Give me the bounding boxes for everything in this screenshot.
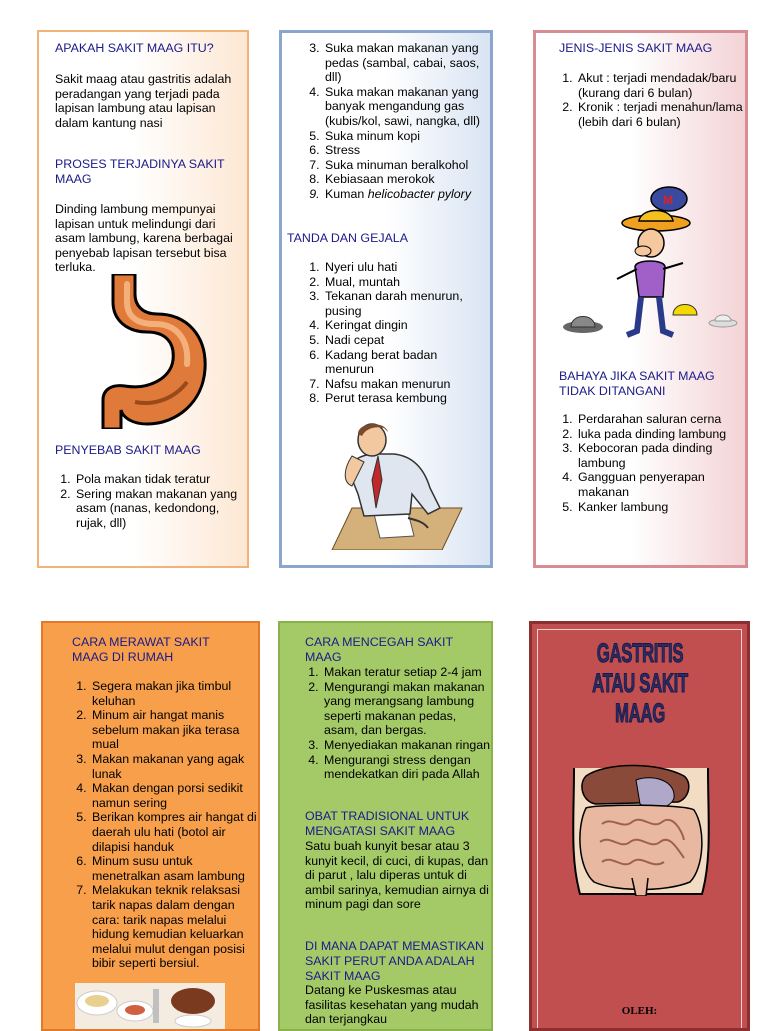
list-item: 4. Suka makan makanan yang banyak mengandung gas (kubis/kol, sawi, nangka, dll): [323, 85, 486, 129]
heading-dangers: BAHAYA JIKA SAKIT MAAG TIDAK DITANGANI: [559, 369, 715, 398]
causes-list: [55, 472, 251, 530]
list-item: 4. Keringat dingin: [323, 318, 486, 333]
list-item: 7. Suka minuman beralkohol: [323, 158, 486, 173]
juggling-man-illustration: [561, 171, 746, 343]
list-item: 4. Mengurangi stress dengan mendekatkan diri pada Allah: [322, 753, 490, 782]
home-care-list: [53, 679, 257, 971]
list-item: 1. Nyeri ulu hati: [323, 260, 486, 275]
dangers-list: [539, 412, 743, 514]
heading-traditional-medicine: OBAT TRADISIONAL UNTUK MENGATASI SAKIT MAAG: [305, 809, 470, 838]
list-item: 7. Nafsu makan menurun: [323, 377, 486, 392]
list-item: [323, 187, 486, 202]
list-item-prefix: Kuman: [325, 186, 368, 201]
panel-cover: [529, 621, 750, 1031]
panel-home-care: [41, 621, 260, 1031]
list-item: 2. luka pada dinding lambung: [576, 427, 743, 442]
list-item: 7. Melakukan teknik relaksasi tarik napas dalam dengan cara: tarik napas melalui hidung kemudian keluarkan melalui mulut dengan posisi bibir seperti bersiul.: [90, 883, 257, 971]
heading-types: JENIS-JENIS SAKIT MAAG: [559, 41, 713, 55]
cover-title: GASTRITIS ATAU SAKIT MAAG: [592, 638, 688, 728]
heading-process: PROSES TERJADINYA SAKIT MAAG: [55, 157, 225, 186]
list-item: 8. Kebiasaan merokok: [323, 172, 486, 187]
prevention-list: [285, 665, 490, 782]
panel-what-is-maag: [37, 30, 249, 568]
list-item: 6. Minum susu untuk menetralkan asam lambung: [90, 854, 257, 883]
list-item-italic: helicobacter pylory: [367, 186, 472, 201]
process-text: Dinding lambung mempunyai lapisan untuk melindungi dari asam lambung, karena berbagai penyebab lapisan tersebut bisa terluka.: [55, 202, 233, 275]
heading-prevention: CARA MENCEGAH SAKIT MAAG: [305, 635, 453, 664]
list-item: 5. Nadi cepat: [323, 333, 486, 348]
list-item: 8. Perut terasa kembung: [323, 391, 486, 406]
list-item: 1. Segera makan jika timbul keluhan: [90, 679, 257, 708]
panel-prevention: [278, 621, 493, 1031]
list-item: 3. Kebocoran pada dinding lambung: [576, 441, 743, 470]
list-item: 3. Suka makan makanan yang pedas (sambal, cabai, saos, dll): [323, 41, 486, 85]
list-item: 1. Akut : terjadi mendadak/baru (kurang dari 6 bulan): [576, 71, 743, 100]
author-label: OLEH:: [621, 1005, 658, 1017]
list-item: 5. Berikan kompres air hangat di daerah ulu hati (botol air dilapisi handuk: [90, 810, 257, 854]
list-item: 1. Pola makan tidak teratur: [74, 472, 251, 487]
list-item: 3. Makan makanan yang agak lunak: [90, 752, 257, 781]
heading-signs: TANDA DAN GEJALA: [287, 231, 408, 245]
list-item: 6. Kadang berat badan menurun: [323, 348, 486, 377]
heading-what-is: APAKAH SAKIT MAAG ITU?: [55, 41, 214, 55]
heading-home-care: CARA MERAWAT SAKIT MAAG DI RUMAH: [72, 635, 210, 664]
traditional-medicine-text: Satu buah kunyit besar atau 3 kunyit kecil, di cuci, di kupas, dan di parut , lalu diperas untuk di ambil sarinya, kemudian airnya di minum pagi dan sore: [305, 839, 489, 912]
list-item: 1. Makan teratur setiap 2-4 jam: [322, 665, 490, 680]
food-photo: [75, 983, 225, 1029]
list-item: 2. Sering makan makanan yang asam (nanas, kedondong, rujak, dll): [74, 487, 251, 531]
where-to-check-text: Datang ke Puskesmas atau fasilitas kesehatan yang mudah dan terjangkau: [305, 983, 479, 1027]
causes-list-continued: [286, 41, 486, 202]
tired-man-illustration: [312, 418, 472, 550]
definition-text: Sakit maag atau gastritis adalah peradangan yang terjadi pada lapisan lambung atau lapisan dalam kantung nasi: [55, 72, 232, 130]
list-item: 6. Stress: [323, 143, 486, 158]
signs-list: [286, 260, 486, 406]
list-item: 4. Gangguan penyerapan makanan: [576, 470, 743, 499]
heading-where-to-check: DI MANA DAPAT MEMASTIKAN SAKIT PERUT ANDA ADALAH SAKIT MAAG: [305, 939, 485, 983]
list-item: 4. Makan dengan porsi sedikit namun sering: [90, 781, 257, 810]
heading-causes: PENYEBAB SAKIT MAAG: [55, 443, 201, 457]
list-item: 2. Minum air hangat manis sebelum makan jika terasa mual: [90, 708, 257, 752]
types-list: [539, 71, 743, 129]
list-item: 5. Kanker lambung: [576, 500, 743, 515]
list-item: 5. Suka minum kopi: [323, 129, 486, 144]
panel-causes-signs: [279, 30, 493, 568]
list-item: 2. Mual, muntah: [323, 275, 486, 290]
list-item: 3. Tekanan darah menurun, pusing: [323, 289, 486, 318]
list-item: 3. Menyediakan makanan ringan: [322, 738, 490, 753]
panel-types-dangers: [533, 30, 748, 568]
svg-text:M: M: [663, 193, 673, 207]
list-item: 2. Mengurangi makan makanan yang merangsang lambung seperti makanan pedas, asam, dan bergas.: [322, 680, 490, 738]
stomach-illustration: [95, 274, 215, 429]
list-item: 1. Perdarahan saluran cerna: [576, 412, 743, 427]
list-item: 2. Kronik : terjadi menahun/lama (lebih dari 6 bulan): [576, 100, 743, 129]
digestive-system-illustration: [566, 758, 716, 896]
